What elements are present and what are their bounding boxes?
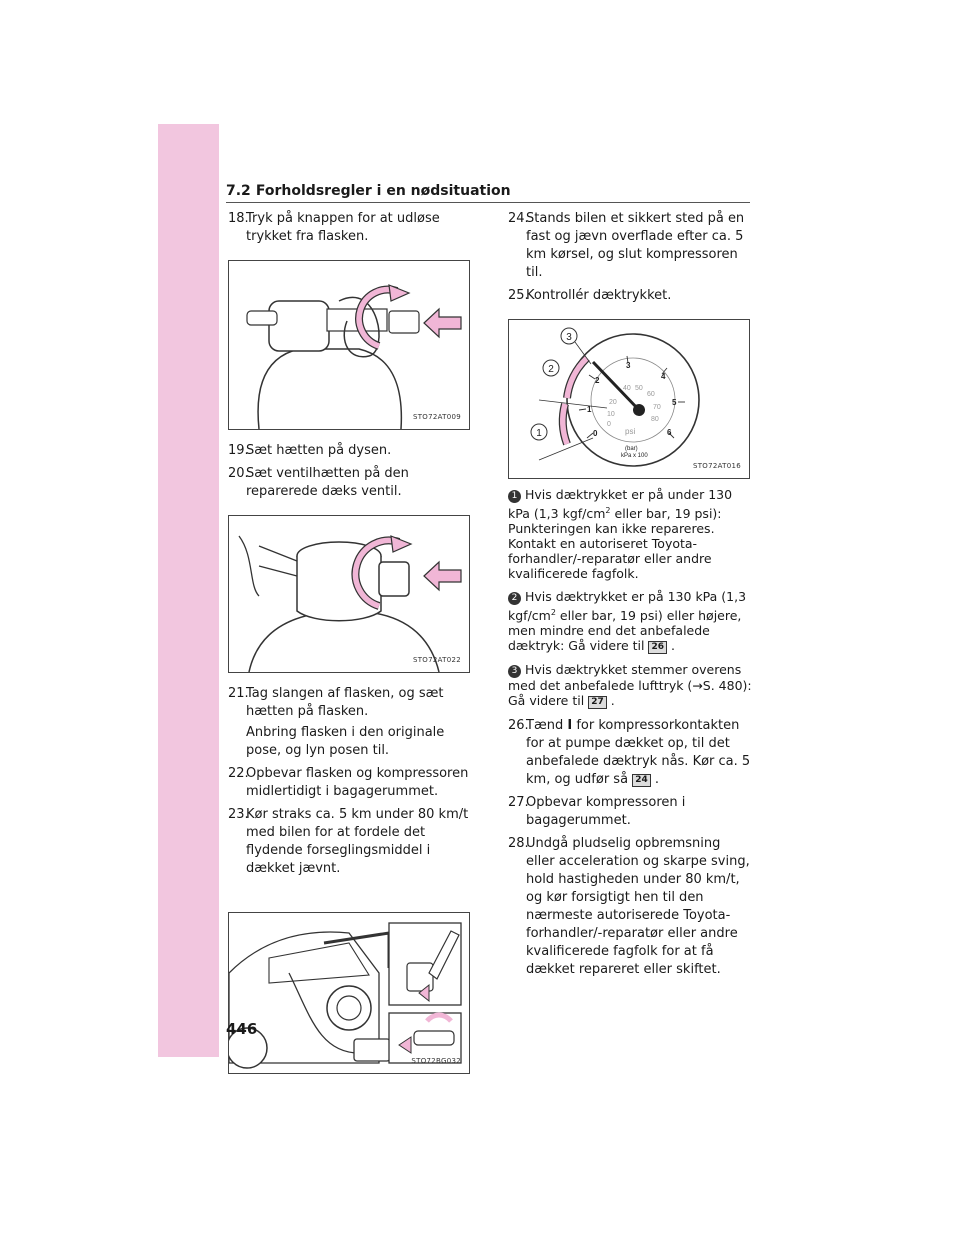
section-header [226,180,750,203]
sidebar-tab [158,124,219,1057]
switch-on-symbol: I [567,718,573,734]
page-number: 446 [226,1020,258,1038]
gauge-psi-50: 50 [635,385,643,392]
gauge-bar-3: 3 [626,361,631,370]
figure-pressure-gauge: 0 1 2 3 4 5 6 0 10 20 40 50 60 70 80 psi (bar) kPa x 100 3 2 1 STO72AT016 [508,319,750,479]
valve-cap-illustration [229,516,469,672]
gauge-bar-4: 4 [661,372,666,381]
badge-1: 1 [508,490,521,503]
pressure-gauge-illustration [509,320,749,478]
step-22: 22. Opbevar flasken og kompressoren midlertidigt i bagagerummet. [228,766,469,799]
step-ref-27[interactable]: 27 [588,696,607,709]
gauge-psi-20: 20 [609,399,617,406]
note-3: 3 Hvis dæktrykket stemmer overens med det anbefalede lufttryk (→S. 480): Gå videre til 27 . [508,662,752,709]
figure-drive-car: STO72BG032 [228,912,470,1074]
gauge-unit-psi: psi [625,427,636,436]
right-column [508,210,752,984]
step-21: 21. Tag slangen af flasken, og sæt hætten på flasken. Anbring flasken i den originale pose, og lyn posen til. [228,686,445,758]
gauge-bar-2: 2 [595,376,600,385]
callout-3: 3 [566,332,572,343]
badge-2: 2 [508,592,521,605]
step-18: 18. Tryk på knappen for at udløse trykket fra flasken. [228,211,440,244]
left-column [228,210,470,1074]
gauge-unit-bar: (bar) [625,446,638,452]
gauge-bar-0: 0 [593,429,598,438]
badge-3: 3 [508,665,521,678]
step-ref-24[interactable]: 24 [632,774,651,787]
section-number: 7.2 [226,183,251,199]
step-24: 24. Stands bilen et sikkert sted på en fast og jævn overflade efter ca. 5 km kørsel, og slut kompressoren til. [508,211,745,280]
note-2: 2 Hvis dæktrykket er på 130 kPa (1,3 kgf/$cm^2$ eller bar, 19 psi) eller højere, men mindre end det anbefalede dæktryk: Gå videre til 26 . [508,589,747,654]
step-26: 26. Tænd I for kompressorkontakten for at pumpe dækket op, til det anbefalede dæktryk nås. Kør ca. 5 km, og udfør så 24 . [508,718,751,788]
gauge-psi-40: 40 [623,385,631,392]
gauge-psi-70: 70 [653,404,661,411]
step-23: 23. Kør straks ca. 5 km under 80 km/t med bilen for at fordele det flydende forseglingsmiddel i dækket jævnt. [228,807,469,876]
gauge-psi-80: 80 [651,416,659,423]
note-1: 1 Hvis dæktrykket er på under 130 kPa (1,3 kgf/$cm^2$ eller bar, 19 psi): Punkteringen kan ikke repareres. Kontakt en autoriseret Toyota-forhandler/-reparatør eller andre kvalificerede fagfolk. [508,487,733,582]
step-19: 19. Sæt hætten på dysen. [228,443,392,458]
section-title: Forholdsregler i en nødsituation [255,183,511,199]
step-28: 28. Undgå pludselig opbremsning eller acceleration og skarpe sving, hold hastigheden under 80 km/t, og kør forsigtigt hen til den nærmeste autoriserede Toyota-forhandler/-reparatør eller andre kvalificerede fagfolk for at få dækket repareret eller skiftet. [508,836,750,978]
gauge-psi-10: 10 [607,411,615,418]
callout-1: 1 [536,428,542,439]
gauge-psi-60: 60 [647,391,655,398]
step-ref-26[interactable]: 26 [648,641,667,654]
gauge-unit-kpa: kPa x 100 [621,453,648,459]
step-27: 27. Opbevar kompressoren i bagagerummet. [508,795,686,829]
callout-2: 2 [548,364,554,375]
figure-valve-cap: STO72AT022 [228,515,470,673]
gauge-psi-0: 0 [607,421,611,428]
step-25: 25. Kontrollér dæktrykket. [508,288,672,303]
bottle-button-illustration [229,261,469,429]
gauge-bar-5: 5 [672,398,677,407]
gauge-bar-1: 1 [587,405,592,414]
step-20: 20. Sæt ventilhætten på den reparerede dæks ventil. [228,466,409,499]
car-compressor-illustration [229,913,469,1073]
gauge-bar-6: 6 [667,428,672,437]
figure-release-pressure: STO72AT009 [228,260,470,430]
